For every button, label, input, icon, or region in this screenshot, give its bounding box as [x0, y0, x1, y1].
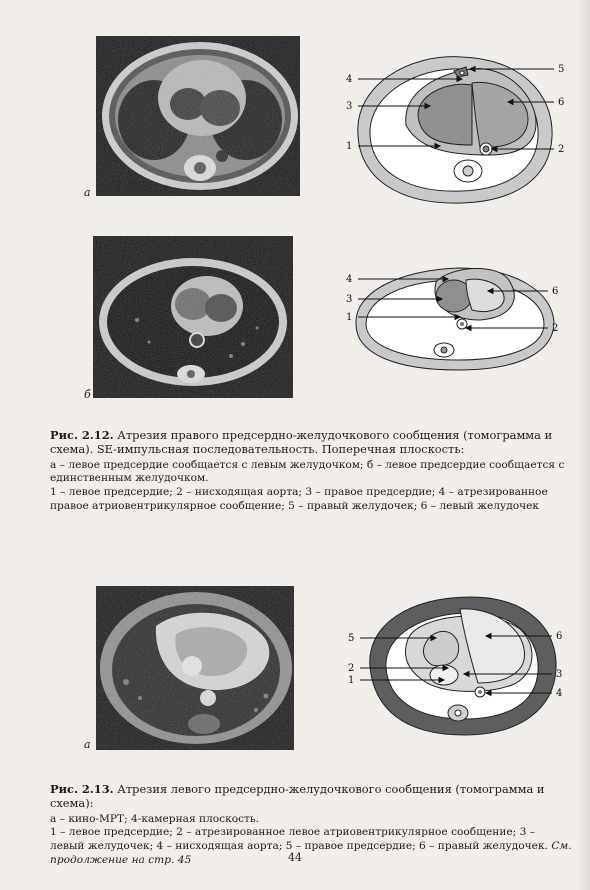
- caption-line: а – кино-МРТ; 4-камерная плоскость.: [50, 812, 260, 825]
- schema-2-13-a: [340, 585, 580, 745]
- caption-number: Рис. 2.13.: [50, 782, 114, 796]
- callout-3: 3: [346, 294, 353, 305]
- schema-2-12-a: [340, 45, 580, 205]
- caption-title: Атрезия правого предсердно-желудочкового сообщения (томограмма и схема). SE-импульсная последовательность. Поперечная плоскость:: [50, 428, 553, 457]
- callout-5: 5: [558, 64, 565, 75]
- callout-6: 6: [552, 286, 559, 297]
- callout-1: 1: [346, 312, 353, 323]
- caption-2-12: [50, 428, 572, 513]
- callout-2: 2: [348, 663, 355, 674]
- panel-label-2-12-a: а: [84, 186, 91, 199]
- callout-2: 2: [552, 323, 559, 334]
- continuation-note: См. продолжение на стр. 45: [50, 840, 572, 866]
- callout-2: 2: [558, 144, 565, 155]
- callout-5: 5: [348, 633, 355, 644]
- panel-label-2-12-b: б: [84, 388, 91, 401]
- caption-number: Рис. 2.12.: [50, 428, 114, 442]
- schema-2-12-b: [340, 246, 580, 376]
- callout-1: 1: [346, 141, 353, 152]
- mri-scan-2-12-b: [93, 236, 293, 398]
- page-number: 44: [288, 851, 302, 864]
- callout-4: 4: [346, 74, 353, 85]
- callout-3: 3: [346, 101, 353, 112]
- callout-1: 1: [348, 675, 355, 686]
- caption-title: Атрезия левого предсердно-желудочкового сообщения (томограмма и схема):: [50, 782, 545, 811]
- panel-label-2-13-a: а: [84, 738, 91, 751]
- callout-6: 6: [558, 97, 565, 108]
- callout-4: 4: [556, 688, 563, 699]
- caption-legend: 1 – левое предсердие; 2 – атрезированное левое атриовентрикулярное сообщение; 3 – левый желудочек; 4 – нисходящая аорта; 5 – правое предсердие; 6 – правый желудочек.: [50, 826, 548, 852]
- caption-legend: 1 – левое предсердие; 2 – нисходящая аорта; 3 – правое предсердие; 4 – атрезированное правое атриовентрикулярное сообщение; 5 – правый желудочек; 6 – левый желудочек: [50, 486, 548, 512]
- mri-scan-2-13-a: [96, 586, 294, 750]
- callout-6: 6: [556, 631, 563, 642]
- caption-line: а – левое предсердие сообщается с левым желудочком; б – левое предсердие сообщается с единственным желудочком.: [50, 458, 565, 485]
- callout-4: 4: [346, 274, 353, 285]
- callout-3: 3: [556, 669, 563, 680]
- mri-scan-2-12-a: [96, 36, 300, 196]
